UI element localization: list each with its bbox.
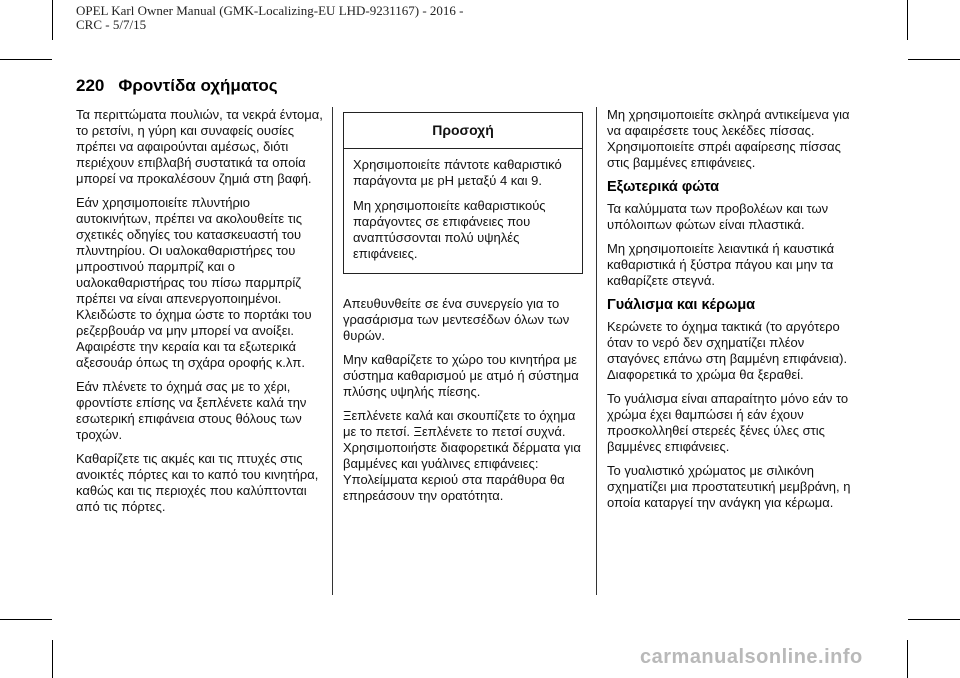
paragraph: Τα περιττώματα πουλιών, τα νεκρά έντομα, το ρετσίνι, η γύρη και συναφείς ουσίες πρέπει να αφαιρούνται αμέσως, διότι περιέχουν επιβλαβή συστατικά τα οποία μπορεί να προκαλέσουν ζημιά στη βαφή.	[76, 107, 323, 186]
paragraph: Το γυαλιστικό χρώματος με σιλικόνη σχηματίζει μια προστατευτική μεμβράνη, η οποία καταργεί την ανάγκη για κέρωμα.	[607, 463, 851, 510]
column-3	[607, 107, 857, 519]
crop-mark	[0, 59, 52, 60]
paragraph: Μην καθαρίζετε το χώρο του κινητήρα με σύστημα καθαρισμού με ατμό ή σύστημα πλύσης υψηλής πίεσης.	[343, 352, 579, 399]
print-header	[76, 4, 464, 32]
crop-mark	[52, 0, 53, 40]
print-header-line2: CRC - 5/7/15	[76, 17, 147, 32]
paragraph: Εάν χρησιμοποιείτε πλυντήριο αυτοκινήτων, πρέπει να ακολουθείτε τις σχετικές οδηγίες του κατασκευαστή του πλυντηρίου. Οι υαλοκαθαριστήρες του μπροστινού παρμπρίζ και ο υαλοκαθαριστήρας του πίσω παρμπρίζ πρέπει να είναι απενεργοποιημένοι. Κλειδώστε το όχημα ώστε το πορτάκι του ρεζερβουάρ να μην μπορεί να ανοίξει. Αφαιρέστε την κεραία και τα εξωτερικά αξεσουάρ όπως τη σχάρα οροφής κ.λπ.	[76, 195, 312, 370]
page-number: 220	[76, 76, 105, 95]
section-heading-polishing-waxing: Γυάλισμα και κέρωμα	[607, 297, 756, 313]
page-title	[76, 76, 278, 96]
paragraph: Κερώνετε το όχημα τακτικά (το αργότερο όταν το νερό δεν σχηματίζει πλέον σταγόνες επάνω στη βαμμένη επιφάνεια). Διαφορετικά το χρώμα θα ξεραθεί.	[607, 319, 848, 382]
column-divider	[332, 107, 333, 595]
paragraph: Καθαρίζετε τις ακμές και τις πτυχές στις ανοικτές πόρτες και το καπό του κινητήρα, καθώς και τις περιοχές που καλύπτονται από τις πόρτες.	[76, 451, 319, 514]
watermark: carmanualsonline.info	[640, 646, 863, 668]
crop-mark	[908, 59, 960, 60]
caution-body	[344, 149, 582, 273]
caution-paragraph: Χρησιμοποιείτε πάντοτε καθαριστικό παράγοντα με pH μεταξύ 4 και 9.	[353, 157, 562, 188]
crop-mark	[907, 0, 908, 40]
column-1	[76, 107, 326, 523]
caution-box	[343, 112, 583, 274]
section-heading-exterior-lights: Εξωτερικά φώτα	[607, 179, 720, 195]
paragraph: Εάν πλένετε το όχημά σας με το χέρι, φροντίστε επίσης να ξεπλένετε καλά την εσωτερική επιφάνεια στους θόλους των τροχών.	[76, 379, 307, 442]
paragraph: Το γυάλισμα είναι απαραίτητο μόνο εάν το χρώμα έχει θαμπώσει ή εάν έχουν προσκολληθεί στερεές ξένες ύλες στις βαμμένες επιφάνειες.	[607, 391, 849, 454]
caution-paragraph: Μη χρησιμοποιείτε καθαριστικούς παράγοντες σε επιφάνειες που αναπτύσσονται πολύ υψηλές επιφάνειες.	[353, 198, 546, 261]
paragraph: Ξεπλένετε καλά και σκουπίζετε το όχημα με το πετσί. Ξεπλένετε το πετσί συχνά. Χρησιμοποιήστε διαφορετικά δέρματα για βαμμένες και γυάλινες επιφάνειες: Υπολείμματα κεριού στα παράθυρα θα επηρεάσουν την ορατότητα.	[343, 408, 581, 503]
paragraph: Μη χρησιμοποιείτε σκληρά αντικείμενα για να αφαιρέσετε τους λεκέδες πίσσας. Χρησιμοποιείτε σπρέι αφαίρεσης πίσσας στις βαμμένες επιφάνειες.	[607, 107, 850, 170]
print-header-line1: OPEL Karl Owner Manual (GMK-Localizing-EU LHD-9231167) - 2016 -	[76, 3, 464, 18]
crop-mark	[52, 640, 53, 678]
crop-mark	[0, 619, 52, 620]
column-divider	[596, 107, 597, 595]
column-2	[343, 107, 583, 512]
paragraph: Μη χρησιμοποιείτε λειαντικά ή καυστικά καθαριστικά ή ξύστρα πάγου και μην τα καθαρίζετε στεγνά.	[607, 241, 835, 288]
paragraph: Απευθυνθείτε σε ένα συνεργείο για το γρασάρισμα των μεντεσέδων όλων των θυρών.	[343, 296, 570, 343]
crop-mark	[907, 640, 908, 678]
page-title-text: Φροντίδα οχήματος	[118, 76, 278, 95]
crop-mark	[908, 619, 960, 620]
paragraph: Τα καλύμματα των προβολέων και των υπόλοιπων φώτων είναι πλαστικά.	[607, 201, 829, 232]
caution-title: Προσοχή	[344, 113, 582, 149]
